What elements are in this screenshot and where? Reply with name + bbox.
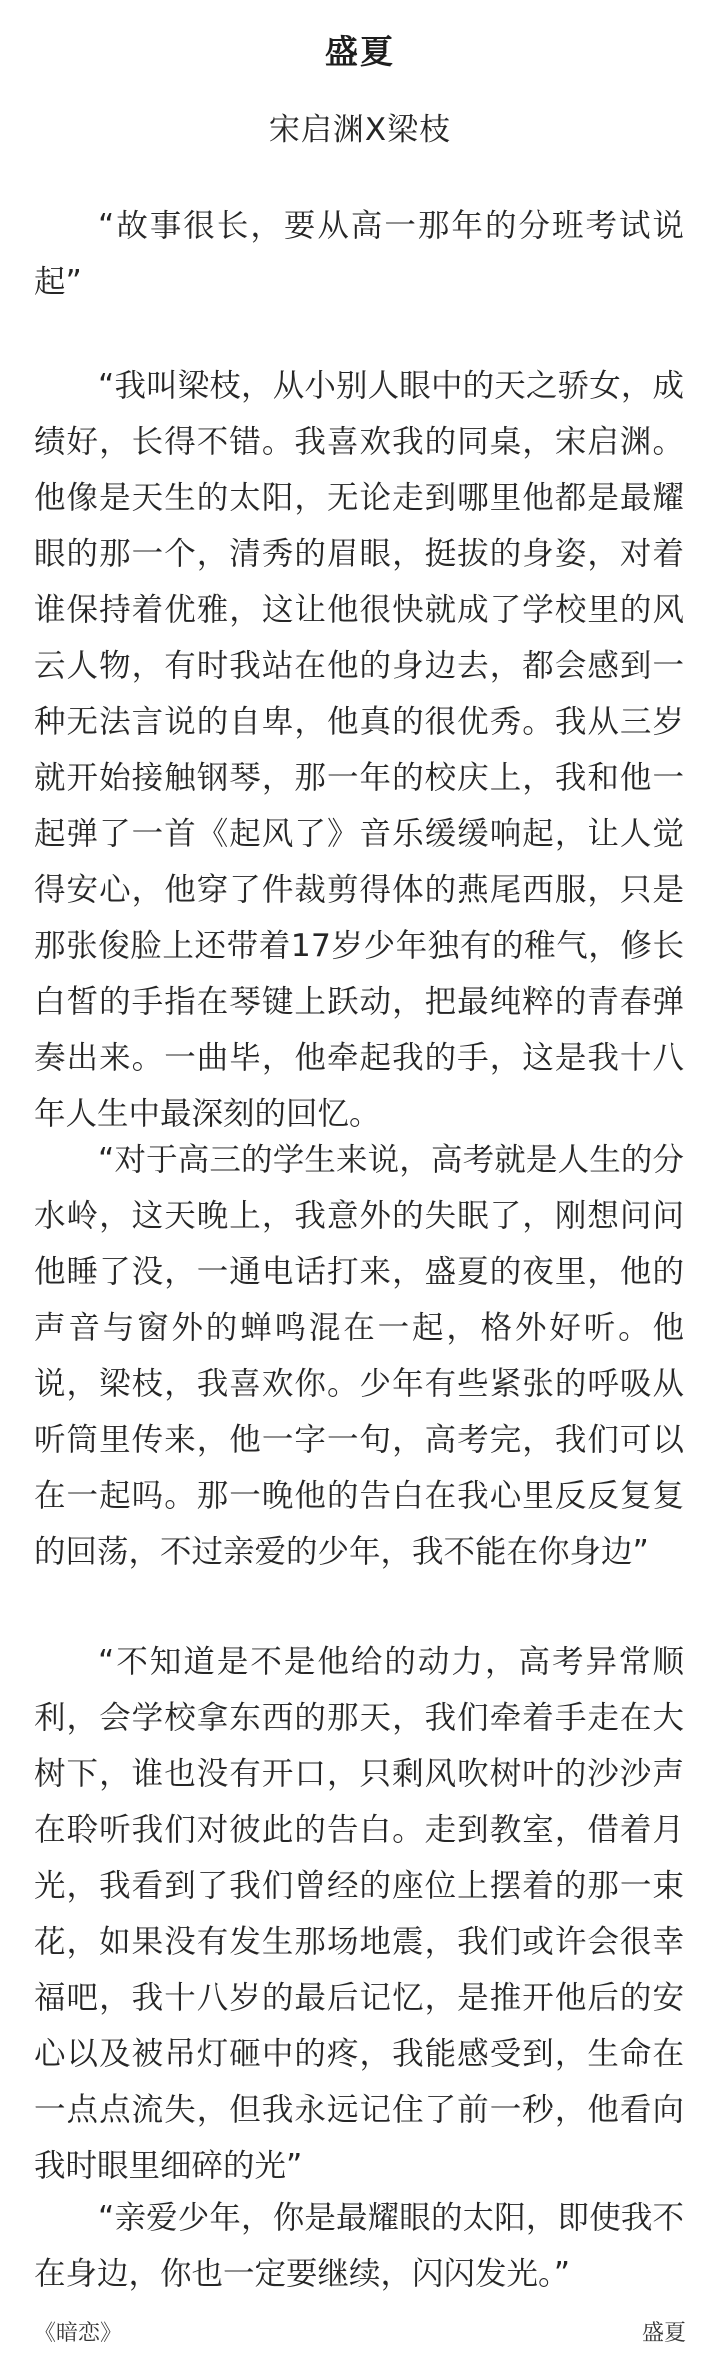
footer-source-label: 《暗恋》 (34, 2321, 123, 2346)
page-title: 盛夏 (325, 32, 395, 71)
page-subtitle: 宋启渊X梁枝 (268, 112, 452, 148)
story-paragraph-intro: “故事很长，要从高一那年的分班考试说起” (34, 208, 684, 300)
footer-title-label: 盛夏 (641, 2321, 686, 2346)
story-paragraph-confession: “对于高三的学生来说，高考就是人生的分水岭，这天晚上，我意外的失眠了，刚想问问他睡了没，一通电话打来，盛夏的夜里，他的声音与窗外的蝉鸣混在一起，格外好听。他说，梁枝，我喜欢你。少年有些紧张的呼吸从听筒里传来，他一字一句，高考完，我们可以在一起吗。那一晚他的告白在我心里反反复复的回荡，不过亲爱的少年，我不能在你身边” (34, 1142, 684, 1570)
story-paragraph-piano: “我叫梁枝，从小别人眼中的天之骄女，成绩好，长得不错。我喜欢我的同桌，宋启渊。他像是天生的太阳，无论走到哪里他都是最耀眼的那一个，清秀的眉眼，挺拔的身姿，对着谁保持着优雅，这让他很快就成了学校里的风云人物，有时我站在他的身边去，都会感到一种无法言说的自卑，他真的很优秀。我从三岁就开始接触钢琴，那一年的校庆上，我和他一起弹了一首《起风了》音乐缓缓响起，让人觉得安心，他穿了件裁剪得体的燕尾西服，只是那张俊脸上还带着17岁少年独有的稚气，修长白皙的手指在琴键上跃动，把最纯粹的青春弹奏出来。一曲毕，他牵起我的手，这是我十八年人生中最深刻的回忆。 (34, 368, 684, 1132)
story-paragraph-ending: “亲爱少年，你是最耀眼的太阳，即使我不在身边，你也一定要继续，闪闪发光。” (34, 2200, 684, 2292)
story-paragraph-earthquake: “不知道是不是他给的动力，高考异常顺利，会学校拿东西的那天，我们牵着手走在大树下，谁也没有开口，只剩风吹树叶的沙沙声在聆听我们对彼此的告白。走到教室，借着月光，我看到了我们曾经的座位上摆着的那一束花，如果没有发生那场地震，我们或许会很幸福吧，我十八岁的最后记忆，是推开他后的安心以及被吊灯砸中的疼，我能感受到，生命在一点点流失，但我永远记住了前一秒，他看向我时眼里细碎的光” (34, 1644, 684, 2184)
